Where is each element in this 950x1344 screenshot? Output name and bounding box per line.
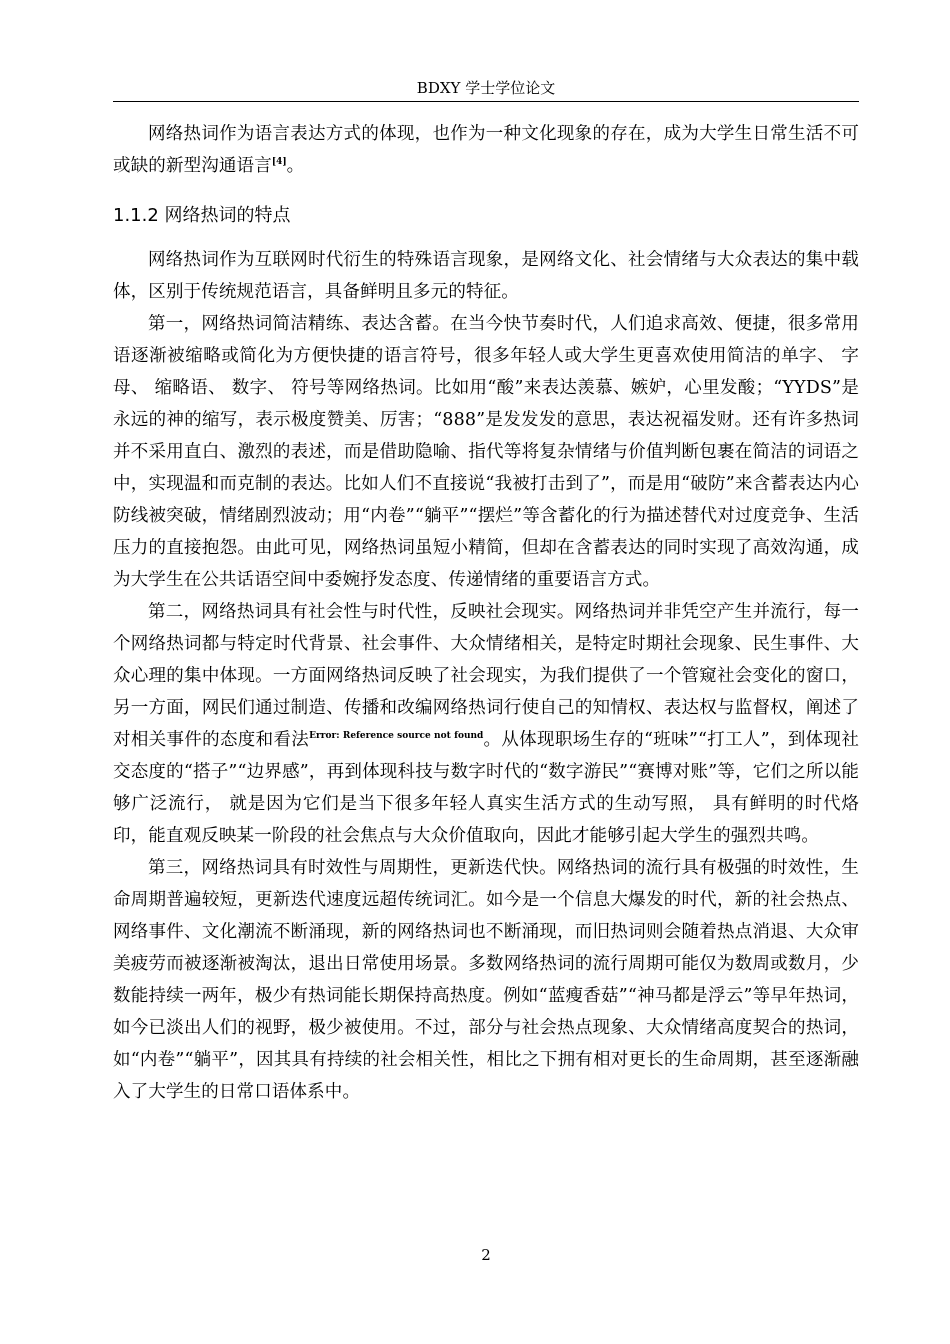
paragraph-intro xyxy=(113,118,859,182)
header-divider xyxy=(113,101,859,102)
paragraph-feature-three: 第三，网络热词具有时效性与周期性，更新迭代快。网络热词的流行具有极强的时效性，生命周期普遍较短，更新迭代速度远超传统词汇。如今是一个信息大爆发的时代，新的社会热点、网络事件、文化潮流不断涌现，新的网络热词也不断涌现，而旧热词则会随着热点消退、大众审美疲劳而被逐渐被淘汰，退出日常使用场景。多数网络热词的流行周期可能仅为数周或数月，少数能持续一两年，极少有热词能长期保持高热度。例如“蓝瘦香菇”“神马都是浮云”等早年热词，如今已淡出人们的视野，极少被使用。不过，部分与社会热点现象、大众情绪高度契合的热词，如“内卷”“躺平”，因其具有持续的社会相关性，相比之下拥有相对更长的生命周期，甚至逐渐融入了大学生的日常口语体系中。 xyxy=(113,858,859,1102)
paragraph-feature-two-rest: 。从体现职场生存的“班味”“打工人”，到体现社交态度的“搭子”“边界感”，再到体现科技与数字时代的“数字游民”“赛博对账”等，它们之所以能够广泛流行， 就是因为它们是当下很多年轻人真实生活方式的生动写照， 具有鲜明的时代烙印，能直观反映某一阶段的社会焦点与大众价值取向，因此才能够引起大学生的强烈共鸣。 xyxy=(113,730,859,846)
paragraph-feature-two xyxy=(113,596,859,852)
page-number: 2 xyxy=(481,1246,491,1264)
paragraph-overview: 网络热词作为互联网时代衍生的特殊语言现象，是网络文化、社会情绪与大众表达的集中载体，区别于传统规范语言，具备鲜明且多元的特征。 xyxy=(113,250,859,302)
page-header: BDXY 学士学位论文 xyxy=(416,79,556,97)
paragraph-intro-end: 。 xyxy=(286,156,305,176)
paragraph-feature-one: 第一，网络热词简洁精练、表达含蓄。在当今快节奏时代，人们追求高效、便捷，很多常用语逐渐被缩略或简化为方便快捷的语言符号，很多年轻人或大学生更喜欢使用简洁的单字、 字母、 缩略语、 数字、 符号等网络热词。比如用“酸”来表达羡慕、嫉妒，心里发酸；“YYDS”是永远的神的缩写，表示极度赞美、厉害；“888”是发发发的意思，表达祝福发财。还有许多热词并不采用直白、激烈的表述，而是借助隐喻、指代等将复杂情绪与价值判断包裹在简洁的词语之中，实现温和而克制的表达。比如人们不直接说“我被打击到了”，而是用“破防”来含蓄表达内心防线被突破，情绪剧烈波动；用“内卷”“躺平”“摆烂”等含蓄化的行为描述替代对过度竞争、生活压力的直接抱怨。由此可见，网络热词虽短小精简，但却在含蓄表达的同时实现了高效沟通，成为大学生在公共话语空间中委婉抒发态度、传递情绪的重要语言方式。 xyxy=(113,314,859,590)
section-heading: 1.1.2 网络热词的特点 xyxy=(113,205,291,226)
paragraph-intro-text: 网络热词作为语言表达方式的体现，也作为一种文化现象的存在，成为大学生日常生活不可或缺的新型沟通语言 xyxy=(113,124,859,176)
paragraph-feature-two-text: 第二，网络热词具有社会性与时代性，反映社会现实。网络热词并非凭空产生并流行，每一个网络热词都与特定时代背景、社会事件、大众情绪相关，是特定时期社会现象、民生事件、大众心理的集中体现。一方面网络热词反映了社会现实，为我们提供了一个管窥社会变化的窗口，另一方面，网民们通过制造、传播和改编网络热词行使自己的知情权、表达权与监督权，阐述了对相关事件的态度和看法 xyxy=(113,602,859,750)
reference-error: Error: Reference source not found xyxy=(309,731,484,741)
document-body xyxy=(113,118,859,1108)
citation-reference[interactable]: [4] xyxy=(271,157,287,167)
